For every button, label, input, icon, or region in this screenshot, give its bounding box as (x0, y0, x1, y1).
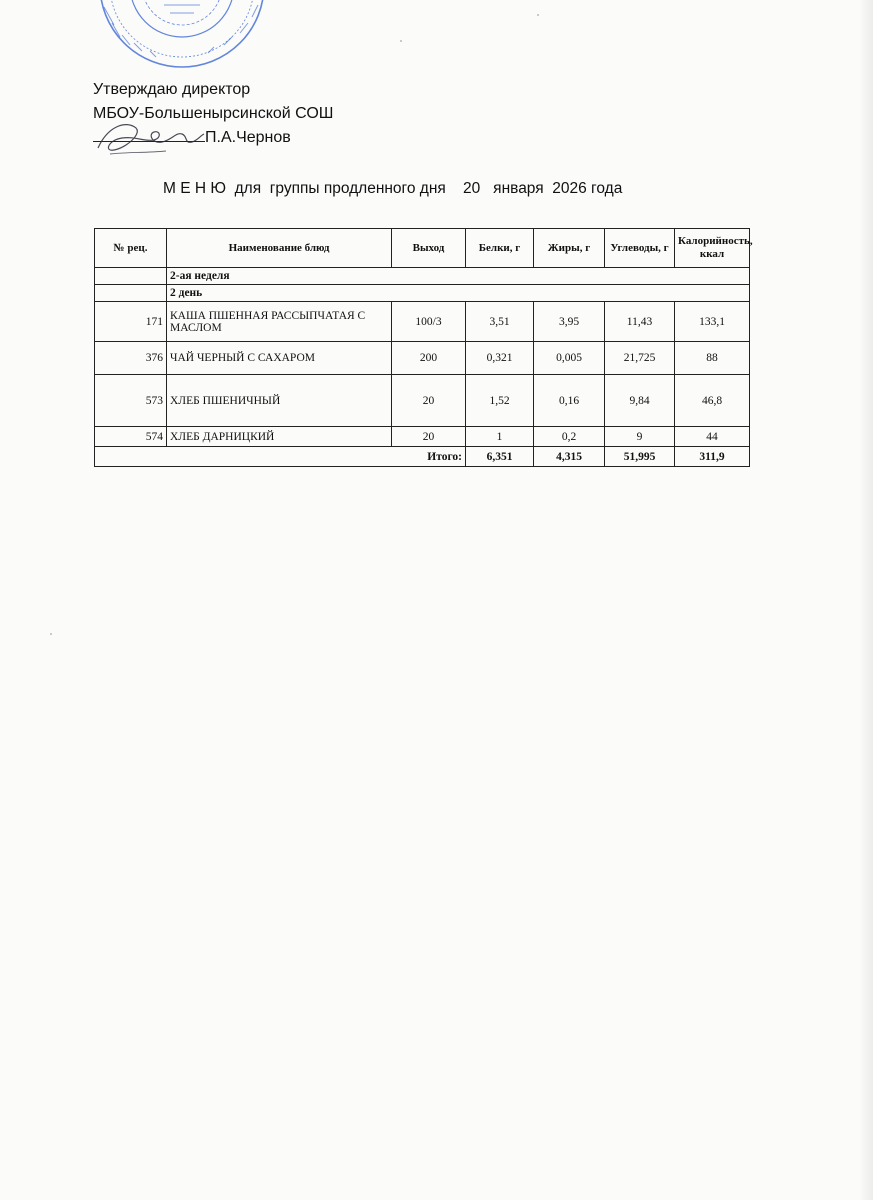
calories: 133,1 (675, 302, 750, 342)
total-row (95, 447, 750, 467)
protein: 1,52 (466, 375, 534, 427)
col-header-protein: Белки, г (466, 229, 534, 268)
fat: 0,16 (534, 375, 605, 427)
dish-name: ХЛЕБ ПШЕНИЧНЫЙ (167, 375, 392, 427)
handwritten-signature (96, 118, 206, 160)
week-row (95, 268, 750, 285)
school-stamp (90, 0, 275, 75)
output: 100/3 (392, 302, 466, 342)
scan-edge-shadow (859, 0, 873, 1200)
fat: 0,2 (534, 427, 605, 447)
day-row (95, 285, 750, 302)
calories: 88 (675, 342, 750, 375)
carbs: 21,725 (605, 342, 675, 375)
output: 20 (392, 375, 466, 427)
protein: 1 (466, 427, 534, 447)
col-header-recipe: № рец. (95, 229, 167, 268)
total-label: Итого: (95, 447, 466, 467)
total-protein: 6,351 (466, 447, 534, 467)
col-header-calories: Калорийность, ккал (675, 229, 750, 268)
carbs: 9,84 (605, 375, 675, 427)
calories: 46,8 (675, 375, 750, 427)
fat: 0,005 (534, 342, 605, 375)
table-header-row (95, 229, 750, 268)
recipe-number: 574 (95, 427, 167, 447)
protein: 3,51 (466, 302, 534, 342)
fat: 3,95 (534, 302, 605, 342)
total-carbs: 51,995 (605, 447, 675, 467)
col-header-dish: Наименование блюд (167, 229, 392, 268)
calories: 44 (675, 427, 750, 447)
director-name: П.А.Чернов (205, 129, 291, 146)
recipe-number: 573 (95, 375, 167, 427)
col-header-fat: Жиры, г (534, 229, 605, 268)
carbs: 9 (605, 427, 675, 447)
scan-speck (50, 633, 52, 635)
dish-name: КАША ПШЕННАЯ РАССЫПЧАТАЯ С МАСЛОМ (167, 302, 392, 342)
col-header-output: Выход (392, 229, 466, 268)
table-row (95, 302, 750, 342)
scan-speck (537, 14, 539, 16)
output: 20 (392, 427, 466, 447)
total-fat: 4,315 (534, 447, 605, 467)
approval-line: Утверждаю директор (93, 81, 251, 98)
total-calories: 311,9 (675, 447, 750, 467)
col-header-carbs: Углеводы, г (605, 229, 675, 268)
table-row (95, 427, 750, 447)
day-label: 2 день (167, 285, 750, 302)
carbs: 11,43 (605, 302, 675, 342)
dish-name: ХЛЕБ ДАРНИЦКИЙ (167, 427, 392, 447)
output: 200 (392, 342, 466, 375)
recipe-number: 171 (95, 302, 167, 342)
protein: 0,321 (466, 342, 534, 375)
scan-speck (400, 40, 402, 42)
school-name: МБОУ-Большенырсинской СОШ (93, 105, 334, 122)
week-label: 2-ая неделя (167, 268, 750, 285)
table-row (95, 342, 750, 375)
table-row (95, 375, 750, 427)
dish-name: ЧАЙ ЧЕРНЫЙ С САХАРОМ (167, 342, 392, 375)
menu-table (94, 228, 753, 467)
menu-title: М Е Н Ю для группы продленного дня 20 января 2026 года (163, 180, 623, 197)
recipe-number: 376 (95, 342, 167, 375)
